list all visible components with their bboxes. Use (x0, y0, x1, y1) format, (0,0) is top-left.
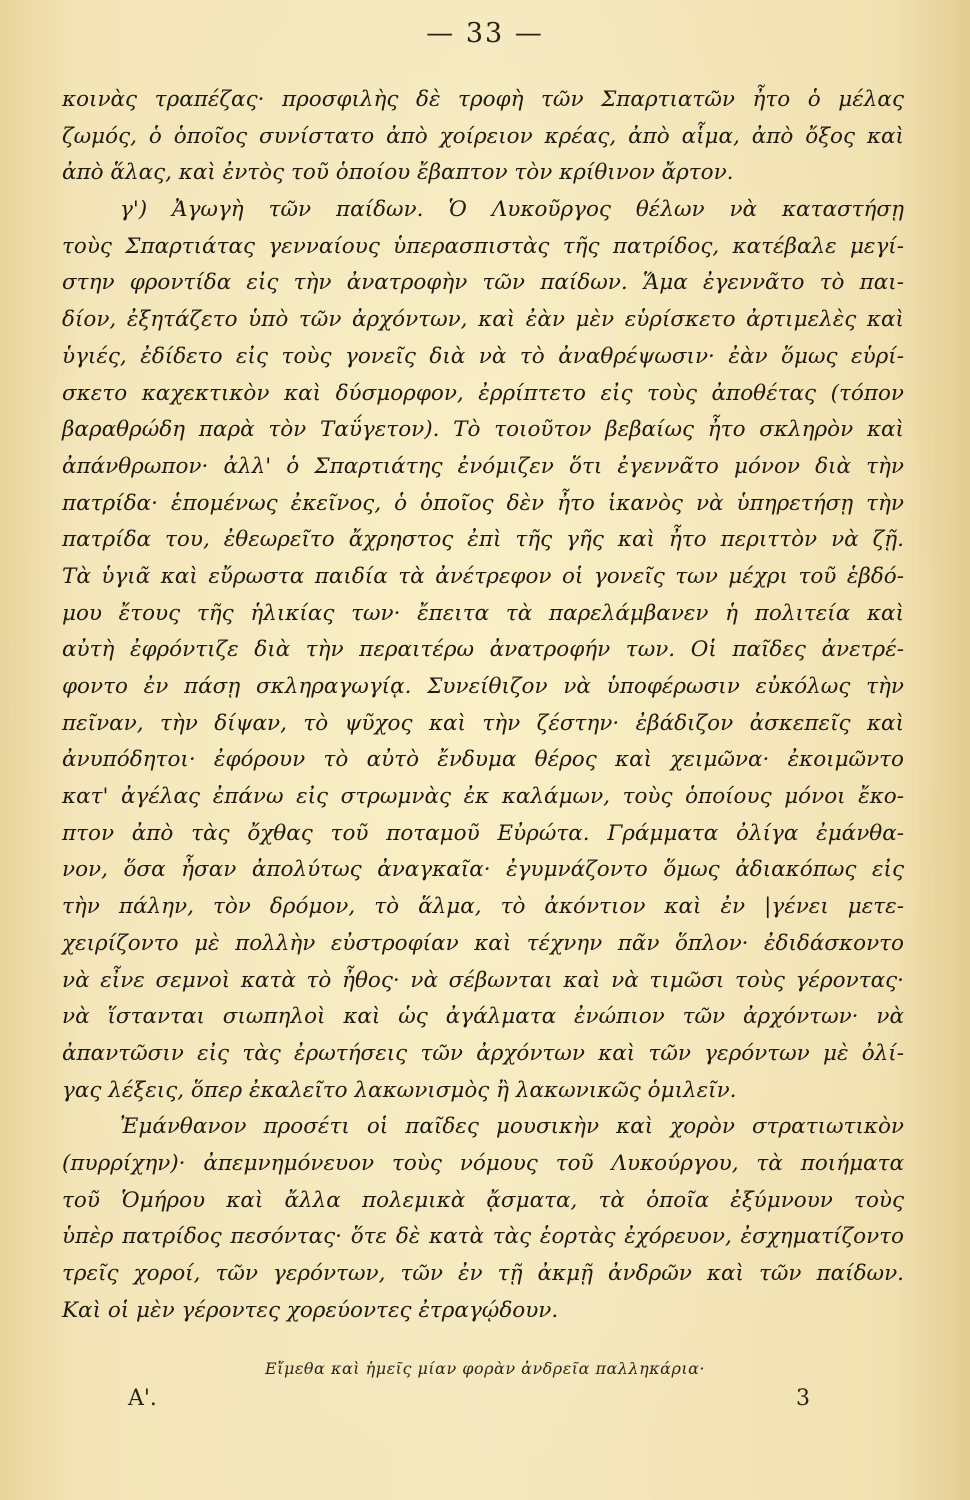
text-line: πεῖναν, τὴν δίψαν, τὸ ψῦχος καὶ τὴν ζέστην· ἐβάδιζον ἀσκεπεῖς καὶ (62, 710, 904, 736)
text-line: τὴν πάλην, τὸν δρόμον, τὸ ἅλμα, τὸ ἀκόντιον καὶ ἐν |γένει μετε- (62, 894, 904, 920)
body-text (62, 82, 904, 1329)
section-heading-line: γ') Ἀγωγὴ τῶν παίδων. Ὁ Λυκοῦργος θέλων νὰ καταστήσῃ (120, 197, 904, 223)
text-line: χειρίζοντο μὲ πολλὴν εὐστροφίαν καὶ τέχνην πᾶν ὅπλον· ἐδιδάσκοντο (62, 930, 904, 956)
text-line: αὐτὴ ἐφρόντιζε διὰ τὴν περαιτέρω ἀνατροφήν των. Οἱ παῖδες ἀνετρέ- (62, 637, 904, 663)
text-line: σκετο καχεκτικὸν καὶ δύσμορφον, ἐρρίπτετο εἰς τοὺς ἀποθέτας (τόπον (62, 380, 904, 406)
text-line: ἀνυπόδητοι· ἐφόρουν τὸ αὐτὸ ἔνδυμα θέρος καὶ χειμῶνα· ἐκοιμῶντο (62, 747, 904, 773)
sheet-number: 3 (796, 1386, 810, 1411)
text-line: τοὺς Σπαρτιάτας γενναίους ὑπερασπιστὰς τῆς πατρίδος, κατέβαλε μεγί- (62, 233, 904, 259)
text-line: στην φροντίδα εἰς τὴν ἀνατροφὴν τῶν παίδων. Ἅμα ἐγεννᾶτο τὸ παι- (62, 270, 904, 296)
text-line: (πυρρίχην)· ἀπεμνημόνευον τοὺς νόμους τοῦ Λυκούργου, τὰ ποιήματα (62, 1150, 904, 1176)
text-line: φοντο ἐν πάσῃ σκληραγωγίᾳ. Συνείθιζον νὰ ὑποφέρωσιν εὐκόλως τὴν (62, 674, 904, 699)
text-line: πατρίδα του, ἐθεωρεῖτο ἄχρηστος ἐπὶ τῆς γῆς καὶ ἦτο περιττὸν νὰ ζῇ. (62, 527, 904, 553)
text-line: νὰ εἶνε σεμνοὶ κατὰ τὸ ἦθος· νὰ σέβωνται καὶ νὰ τιμῶσι τοὺς γέροντας· (62, 967, 904, 993)
text-line: ἀπὸ ἅλας, καὶ ἐντὸς τοῦ ὁποίου ἔβαπτον τὸν κρίθινον ἄρτον. (62, 160, 734, 186)
text-line: πατρίδα· ἑπομένως ἐκεῖνος, ὁ ὁποῖος δὲν ἦτο ἱκανὸς νὰ ὑπηρετήσῃ τὴν (62, 490, 904, 516)
text-line: γας λέξεις, ὅπερ ἐκαλεῖτο λακωνισμὸς ἢ λακωνικῶς ὁμιλεῖν. (62, 1077, 737, 1103)
text-line: νον, ὅσα ἦσαν ἀπολύτως ἀναγκαῖα· ἐγυμνάζοντο ὅμως ἀδιακόπως εἰς (62, 857, 904, 883)
text-line: κοινὰς τραπέζας· προσφιλὴς δὲ τροφὴ τῶν Σπαρτιατῶν ἦτο ὁ μέλας (62, 87, 904, 112)
text-line: Τὰ ὑγιᾶ καὶ εὔρωστα παιδία τὰ ἀνέτρεφον οἱ γονεῖς των μέχρι τοῦ ἑβδό- (62, 563, 904, 589)
text-line: δίον, ἐξητάζετο ὑπὸ τῶν ἀρχόντων, καὶ ἐὰν μὲν εὑρίσκετο ἀρτιμελὲς καὶ (62, 307, 904, 333)
text-line: τοῦ Ὁμήρου καὶ ἄλλα πολεμικὰ ᾄσματα, τὰ ὁποῖα ἐξύμνουν τοὺς (62, 1187, 904, 1213)
text-line: βαραθρώδη παρὰ τὸν Ταΰγετον). Τὸ τοιοῦτον βεβαίως ἦτο σκληρὸν καὶ (62, 417, 904, 443)
text-line: μου ἔτους τῆς ἡλικίας των· ἔπειτα τὰ παρελάμβανεν ἡ πολιτεία καὶ (62, 600, 904, 626)
text-line: ἀπάνθρωπον· ἀλλ' ὁ Σπαρτιάτης ἐνόμιζεν ὅτι ἐγεννᾶτο μόνον διὰ τὴν (62, 453, 904, 479)
text-line: νὰ ἵστανται σιωπηλοὶ καὶ ὡς ἀγάλματα ἐνώπιον τῶν ἀρχόντων· νὰ (62, 1004, 904, 1030)
text-line: ἀπαντῶσιν εἰς τὰς ἐρωτήσεις τῶν ἀρχόντων καὶ τῶν γερόντων μὲ ὀλί- (62, 1040, 904, 1066)
signature-mark: Α'. (128, 1386, 157, 1411)
text-line: Ἐμάνθανον προσέτι οἱ παῖδες μουσικὴν καὶ χορὸν στρατιωτικὸν (120, 1114, 904, 1140)
text-line: τρεῖς χοροί, τῶν γερόντων, τῶν ἐν τῇ ἀκμῇ ἀνδρῶν καὶ τῶν παίδων. (62, 1261, 904, 1286)
text-line: ὑπὲρ πατρίδος πεσόντας· ὅτε δὲ κατὰ τὰς ἑορτὰς ἐχόρευον, ἐσχηματίζοντο (62, 1224, 904, 1250)
text-line: Καὶ οἱ μὲν γέροντες χορεύοντες ἐτραγῴδουν. (62, 1297, 559, 1323)
text-line: ζωμός, ὁ ὁποῖος συνίστατο ἀπὸ χοίρειον κρέας, ἀπὸ αἷμα, ἀπὸ ὄξος καὶ (62, 123, 904, 149)
text-line: πτον ἀπὸ τὰς ὄχθας τοῦ ποταμοῦ Εὐρώτα. Γράμματα ὀλίγα ἐμάνθα- (62, 820, 904, 846)
text-line: κατ' ἀγέλας ἐπάνω εἰς στρωμνὰς ἐκ καλάμων, τοὺς ὁποίους μόνοι ἔκο- (62, 784, 904, 810)
text-line: ὑγιές, ἐδίδετο εἰς τοὺς γονεῖς διὰ νὰ τὸ ἀναθρέψωσιν· ἐὰν ὅμως εὑρί- (62, 343, 904, 369)
page-number: — 33 — (426, 18, 544, 49)
footnote: Εἴμεθα καὶ ἡμεῖς μίαν φορὰν ἀνδρεῖα παλληκάρια· (264, 1359, 706, 1378)
